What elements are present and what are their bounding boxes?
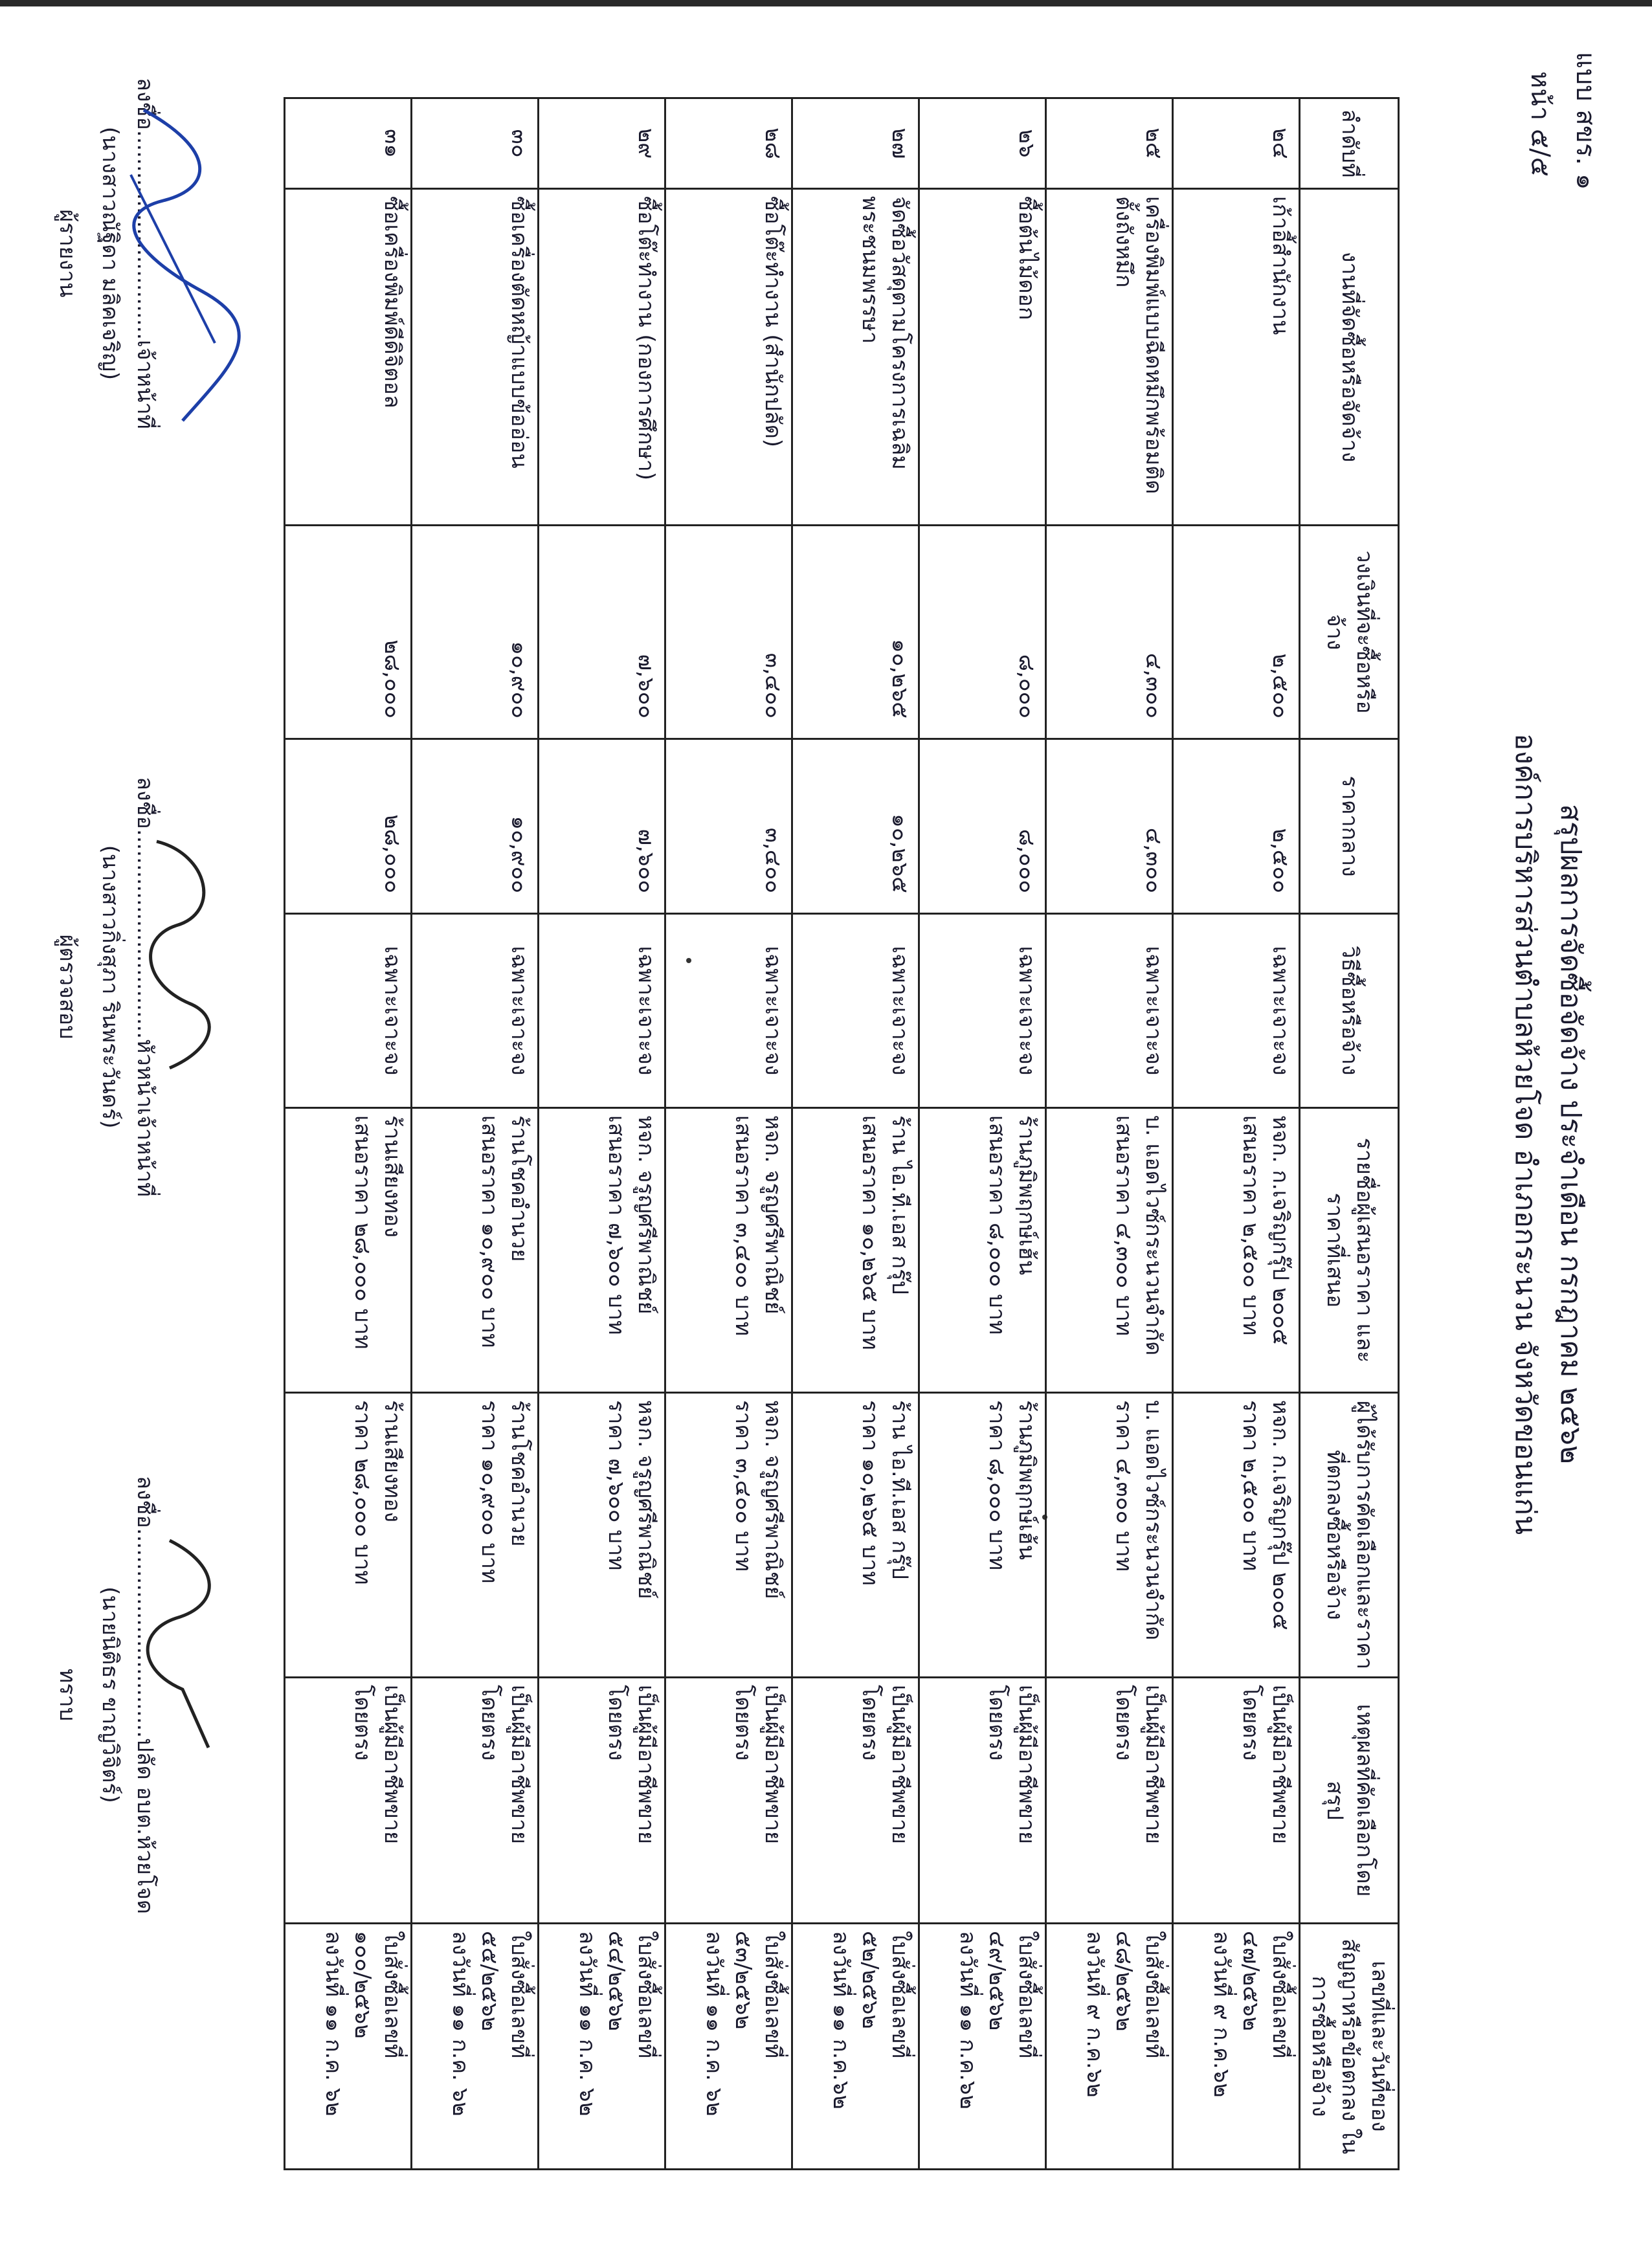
cell-text-winner: ร้านโชคอำนวย <box>506 1400 533 1547</box>
handwritten-signature <box>118 816 247 1087</box>
cell-text-contract-date: ลงวันที่ ๙ ก.ค.๖๒ <box>1081 1931 1108 2098</box>
table-cell <box>412 914 539 1108</box>
table-row <box>1046 98 1173 2170</box>
cell-text-method: เฉพาะเจาะจง <box>760 946 787 1076</box>
table-cell <box>539 914 665 1108</box>
table-cell <box>665 526 792 739</box>
cell-text-win-price: ราคา ๒,๕๐๐ บาท <box>1238 1400 1264 1572</box>
table-cell <box>792 189 919 526</box>
header-cell: ลำดับที่ <box>1300 98 1399 189</box>
table-cell <box>412 739 539 914</box>
cell-text-bidder: หจก. ก.เจริญกรุ๊ป ๒๐๐๕ <box>1267 1115 1294 1346</box>
cell-text-item: ซื้อต้นไม้ดอก <box>1014 196 1040 320</box>
cell-text-method: เฉพาะเจาะจง <box>379 946 406 1076</box>
cell-text-bid-price: เสนอราคา ๓,๔๐๐ บาท <box>730 1115 757 1337</box>
table-cell <box>285 739 412 914</box>
table-cell <box>412 1924 539 2170</box>
table-cell <box>1173 914 1300 1108</box>
cell-text-median: ๘,๐๐๐ <box>1014 828 1040 893</box>
cell-text-method: เฉพาะเจาะจง <box>506 946 533 1076</box>
table-cell <box>919 526 1046 739</box>
cell-text-method: เฉพาะเจาะจง <box>1267 946 1294 1076</box>
cell-text-no: ๒๖ <box>1014 129 1040 158</box>
table-cell <box>792 1393 919 1678</box>
cell-text-winner: ร้านภูมิพฤกษ์เฮ้น <box>1014 1400 1040 1561</box>
table-cell <box>412 1108 539 1393</box>
table-cell <box>919 1108 1046 1393</box>
table-cell <box>1046 526 1173 739</box>
cell-text-budget: ๔,๓๐๐ <box>1141 652 1167 718</box>
table-cell <box>792 1924 919 2170</box>
table-cell <box>539 526 665 739</box>
cell-text-method: เฉพาะเจาะจง <box>633 946 660 1076</box>
page-number: หน้า ๕/๕ <box>1525 71 1555 177</box>
cell-text-budget: ๓,๔๐๐ <box>760 652 787 718</box>
table-cell <box>792 1108 919 1393</box>
table-row <box>412 98 539 2170</box>
table-cell <box>1046 1678 1173 1924</box>
cell-text-budget: ๘,๐๐๐ <box>1014 654 1040 718</box>
table-cell <box>1046 1924 1173 2170</box>
cell-text-budget: ๒,๕๐๐ <box>1267 653 1294 718</box>
table-row <box>285 98 412 2170</box>
cell-text-win-price: ราคา ๘,๐๐๐ บาท <box>984 1400 1010 1571</box>
cell-text-bidder: หจก. จรูญศรีพาณิชย์ <box>760 1115 787 1315</box>
cell-text-win-price: ราคา ๓,๔๐๐ บาท <box>730 1400 757 1572</box>
organization-line: องค์การบริหารส่วนตำบลห้วยโจด อำเภอกระนวน จังหวัดขอนแก่น <box>1509 733 1542 1535</box>
cell-text-bid-price: เสนอราคา ๗,๖๐๐ บาท <box>603 1115 630 1335</box>
table-cell <box>1046 98 1173 189</box>
table-cell <box>919 98 1046 189</box>
table-header-row <box>1300 98 1399 2170</box>
cell-text-item: จัดซื้อวัสดุตามโครงการเฉลิมพระชนมพรรษา <box>857 196 913 470</box>
signer-name: (นายนิติธร ขาญวิจิตร์) <box>97 1586 123 1803</box>
cell-text-item: ซื้อเครื่องพิมพ์ดีดิจิตอล <box>379 196 406 408</box>
cell-text-bidder: หจก. จรูญศรีพาณิชย์ <box>633 1115 660 1315</box>
signer-name: (นางสาวกิ่งสุภา รินพระวันดร์) <box>97 845 123 1129</box>
cell-text-budget: ๗,๖๐๐ <box>633 654 660 718</box>
table-cell <box>539 739 665 914</box>
table-cell <box>1173 1108 1300 1393</box>
table-cell <box>665 1924 792 2170</box>
table-cell <box>412 1393 539 1678</box>
table-cell <box>919 739 1046 914</box>
handwritten-signature <box>118 1521 247 1767</box>
cell-text-contract-date: ลงวันที่ ๑๑ ก.ค. ๖๒ <box>700 1931 727 2117</box>
table-cell <box>792 1678 919 1924</box>
cell-text-bid-price: เสนอราคา ๔,๓๐๐ บาท <box>1111 1115 1137 1337</box>
cell-text-contract: ใบสั่งซื้อเลขที่ ๔๘/๒๕๖๒ <box>1111 1931 1167 2059</box>
table-cell <box>919 1393 1046 1678</box>
header-cell: วงเงินที่จะซื้อหรือจ้าง <box>1300 526 1399 739</box>
table-cell <box>665 98 792 189</box>
cell-text-item: ซื้อโต๊ะทำงาน (สำนักปลัด) <box>760 196 787 448</box>
signer-name: (นางสาวณัฐิดา มลิคเจริญ) <box>97 126 123 381</box>
table-row <box>539 98 665 2170</box>
table-cell <box>792 914 919 1108</box>
cell-text-contract: ใบสั่งซื้อเลขที่ ๔๙/๒๕๖๒ <box>984 1931 1040 2059</box>
table-cell <box>665 1108 792 1393</box>
table-cell <box>792 739 919 914</box>
table-cell <box>539 1393 665 1678</box>
table-cell <box>665 914 792 1108</box>
header-cell: วิธีซื้อหรือจ้าง <box>1300 914 1399 1108</box>
cell-text-median: ๑๐,๙๐๐ <box>506 816 533 893</box>
cell-text-bidder: ร้าน ไอ.ที.เอส กรุ๊ป <box>887 1115 913 1295</box>
document-title: สรุปผลการจัดซื้อจัดจ้าง ประจำเดือน กรกฎาคม ๒๕๖๒ <box>1554 804 1587 1464</box>
cell-text-median: ๒๘,๐๐๐ <box>379 814 406 893</box>
cell-text-median: ๓,๔๐๐ <box>760 827 787 893</box>
cell-text-bid-price: เสนอราคา ๘,๐๐๐ บาท <box>984 1115 1010 1335</box>
cell-text-item: เครื่องพิมพ์แบบฉีดหมึกพร้อมติดตั้งถังหมึก <box>1111 196 1167 495</box>
cell-text-bid-price: เสนอราคา ๑๐,๙๐๐ บาท <box>476 1115 503 1348</box>
header-cell: เลขที่และวันที่ของสัญญาหรือข้อตกลง ในการซื้อหรือจ้าง <box>1300 1924 1399 2170</box>
cell-text-reason: เป็นผู้มีอาชีพขายโดยตรง <box>730 1685 787 1845</box>
table-cell <box>539 98 665 189</box>
cell-text-win-price: ราคา ๗,๖๐๐ บาท <box>603 1400 630 1571</box>
cell-text-reason: เป็นผู้มีอาชีพขายโดยตรง <box>1111 1685 1167 1845</box>
signature-line: ลงชื่อ..............................ปลัด อบต.ห้วยโจด <box>132 1476 158 1915</box>
signer-role: ผู้รายงาน <box>54 209 80 298</box>
header-cell: รายชื่อผู้เสนอราคา และราคาที่เสนอ <box>1300 1108 1399 1393</box>
table-cell <box>1173 739 1300 914</box>
cell-text-no: ๒๙ <box>633 128 660 159</box>
cell-text-reason: เป็นผู้มีอาชีพขายโดยตรง <box>984 1685 1040 1845</box>
cell-text-reason: เป็นผู้มีอาชีพขายโดยตรง <box>857 1685 913 1845</box>
cell-text-contract-date: ลงวันที่ ๑๑ ก.ค.๖๒ <box>827 1931 854 2109</box>
signer-role: ผู้ตรวจสอบ <box>54 934 80 1040</box>
cell-text-bidder: ร้านโชคอำนวย <box>506 1115 533 1262</box>
cell-text-bid-price: เสนอราคา ๑๐,๒๖๕ บาท <box>857 1115 884 1350</box>
table-cell <box>1046 189 1173 526</box>
cell-text-item: ซื้อเครื่องตัดหญ้าแบบข้ออ่อน <box>506 196 533 469</box>
form-code: แบบ สขร. ๑ <box>1570 52 1600 190</box>
signer-role: ทราบ <box>54 1668 80 1722</box>
table-cell <box>285 1108 412 1393</box>
table-cell <box>1173 1393 1300 1678</box>
table-cell <box>665 739 792 914</box>
table-row <box>792 98 919 2170</box>
table-cell <box>919 189 1046 526</box>
table-cell <box>539 189 665 526</box>
cell-text-win-price: ราคา ๒๘,๐๐๐ บาท <box>350 1400 376 1585</box>
procurement-table <box>284 97 1400 2170</box>
cell-text-method: เฉพาะเจาะจง <box>1014 946 1040 1076</box>
table-cell <box>1046 914 1173 1108</box>
cell-text-contract: ใบสั่งซื้อเลขที่ ๔๗/๒๕๖๒ <box>1238 1931 1294 2059</box>
cell-text-winner: หจก. จรูญศรีพาณิชย์ <box>633 1400 660 1599</box>
cell-text-median: ๔,๓๐๐ <box>1141 827 1167 893</box>
table-cell <box>1173 1678 1300 1924</box>
header-cell: เหตุผลที่คัดเลือกโดยสรุป <box>1300 1678 1399 1924</box>
table-row <box>1173 98 1300 2170</box>
table-cell <box>665 1393 792 1678</box>
table-cell <box>412 1678 539 1924</box>
table-cell <box>539 1108 665 1393</box>
cell-text-contract: ใบสั่งซื้อเลขที่ ๑๐๐/๒๕๖๒ <box>350 1931 406 2059</box>
cell-text-reason: เป็นผู้มีอาชีพขายโดยตรง <box>603 1685 660 1845</box>
header-cell: ราคากลาง <box>1300 739 1399 914</box>
cell-text-contract-date: ลงวันที่ ๑๑ ก.ค.๖๒ <box>954 1931 981 2109</box>
cell-text-winner: หจก. จรูญศรีพาณิชย์ <box>760 1400 787 1599</box>
table-cell <box>665 189 792 526</box>
cell-text-win-price: ราคา ๑๐,๒๖๕ บาท <box>857 1400 884 1586</box>
cell-text-no: ๒๕ <box>1141 128 1167 159</box>
cell-text-bid-price: เสนอราคา ๒๘,๐๐๐ บาท <box>350 1115 376 1350</box>
cell-text-winner: ร้านเสียงทอง <box>379 1400 406 1522</box>
table-cell <box>665 1678 792 1924</box>
table-row <box>919 98 1046 2170</box>
cell-text-median: ๒,๕๐๐ <box>1267 828 1294 893</box>
table-row <box>665 98 792 2170</box>
cell-text-contract-date: ลงวันที่ ๑๑ ก.ค. ๖๒ <box>447 1931 473 2117</box>
header-cell: งานที่จัดซื้อหรือจัดจ้าง <box>1300 189 1399 526</box>
table-cell <box>412 189 539 526</box>
cell-text-win-price: ราคา ๑๐,๙๐๐ บาท <box>476 1400 503 1584</box>
table-cell <box>539 1924 665 2170</box>
table-cell <box>285 914 412 1108</box>
cell-text-no: ๓๑ <box>379 129 406 158</box>
table-cell <box>285 526 412 739</box>
cell-text-bid-price: เสนอราคา ๒,๕๐๐ บาท <box>1238 1115 1264 1336</box>
table-cell <box>1173 526 1300 739</box>
cell-text-method: เฉพาะเจาะจง <box>887 946 913 1076</box>
table-cell <box>539 1678 665 1924</box>
cell-text-bidder: ร้านเสียงทอง <box>379 1115 406 1238</box>
cell-text-bidder: ร้านภูมิพฤกษ์เฮ้น <box>1014 1115 1040 1276</box>
cell-text-no: ๒๘ <box>760 128 787 159</box>
cell-text-win-price: ราคา ๔,๓๐๐ บาท <box>1111 1400 1137 1572</box>
handwritten-signature <box>111 97 241 434</box>
cell-text-reason: เป็นผู้มีอาชีพขายโดยตรง <box>476 1685 533 1845</box>
cell-text-contract: ใบสั่งซื้อเลขที่ ๕๕/๒๕๖๒ <box>476 1931 533 2059</box>
table-cell <box>412 98 539 189</box>
table-cell <box>1046 1393 1173 1678</box>
cell-text-median: ๑๐,๒๖๕ <box>887 814 913 893</box>
cell-text-contract: ใบสั่งซื้อเลขที่ ๕๒/๒๕๖๒ <box>857 1931 913 2059</box>
cell-text-contract-date: ลงวันที่ ๑๑ ก.ค. ๖๒ <box>320 1931 346 2117</box>
cell-text-winner: ร้าน ไอ.ที.เอส กรุ๊ป <box>887 1400 913 1579</box>
table-cell <box>1046 1108 1173 1393</box>
table-cell <box>919 1678 1046 1924</box>
signature-line: ลงชื่อ..............................เจ้าหน้าที่ <box>132 78 158 429</box>
table-cell <box>285 98 412 189</box>
table-cell <box>412 526 539 739</box>
table-cell <box>285 1924 412 2170</box>
cell-text-contract: ใบสั่งซื้อเลขที่ ๕๔/๒๕๖๒ <box>603 1931 660 2059</box>
cell-text-no: ๓๐ <box>506 129 533 158</box>
table-cell <box>792 98 919 189</box>
cell-text-bidder: บ. แอดไวซ์กระนวนจำกัด <box>1141 1115 1167 1356</box>
cell-text-no: ๒๔ <box>1267 128 1294 159</box>
table-cell <box>285 1393 412 1678</box>
table-cell <box>1173 1924 1300 2170</box>
signature-line: ลงชื่อ..............................หัวหน้าเจ้าหน้าที่ <box>132 777 158 1197</box>
table-cell <box>919 914 1046 1108</box>
cell-text-reason: เป็นผู้มีอาชีพขายโดยตรง <box>1238 1685 1294 1845</box>
table-cell <box>792 526 919 739</box>
cell-text-budget: ๒๘,๐๐๐ <box>379 639 406 718</box>
cell-text-item: เก้าอี้สำนักงาน <box>1267 196 1294 335</box>
table-cell <box>1173 98 1300 189</box>
cell-text-item: ซื้อโต๊ะทำงาน (กองการศึกษา) <box>633 196 660 481</box>
cell-text-contract-date: ลงวันที่ ๑๑ ก.ค. ๖๒ <box>574 1931 600 2117</box>
cell-text-budget: ๑๐,๙๐๐ <box>506 641 533 718</box>
table-cell <box>285 189 412 526</box>
header-cell: ผู้ได้รับการคัดเลือกและราคาที่ตกลงซื้อหรือจ้าง <box>1300 1393 1399 1678</box>
table-cell <box>1173 189 1300 526</box>
cell-text-budget: ๑๐,๒๖๕ <box>887 639 913 718</box>
cell-text-contract-date: ลงวันที่ ๙ ก.ค.๖๒ <box>1208 1931 1234 2098</box>
cell-text-no: ๒๗ <box>887 128 913 159</box>
table-cell <box>919 1924 1046 2170</box>
cell-text-method: เฉพาะเจาะจง <box>1141 946 1167 1076</box>
table-cell <box>285 1678 412 1924</box>
cell-text-contract: ใบสั่งซื้อเลขที่ ๕๓/๒๕๖๒ <box>730 1931 787 2059</box>
cell-text-median: ๗,๖๐๐ <box>633 828 660 893</box>
table-cell <box>1046 739 1173 914</box>
cell-text-winner: บ. แอดไวซ์กระนวนจำกัด <box>1141 1400 1167 1641</box>
cell-text-winner: หจก. ก.เจริญกรุ๊ป ๒๐๐๕ <box>1267 1400 1294 1630</box>
cell-text-reason: เป็นผู้มีอาชีพขายโดยตรง <box>350 1685 406 1845</box>
